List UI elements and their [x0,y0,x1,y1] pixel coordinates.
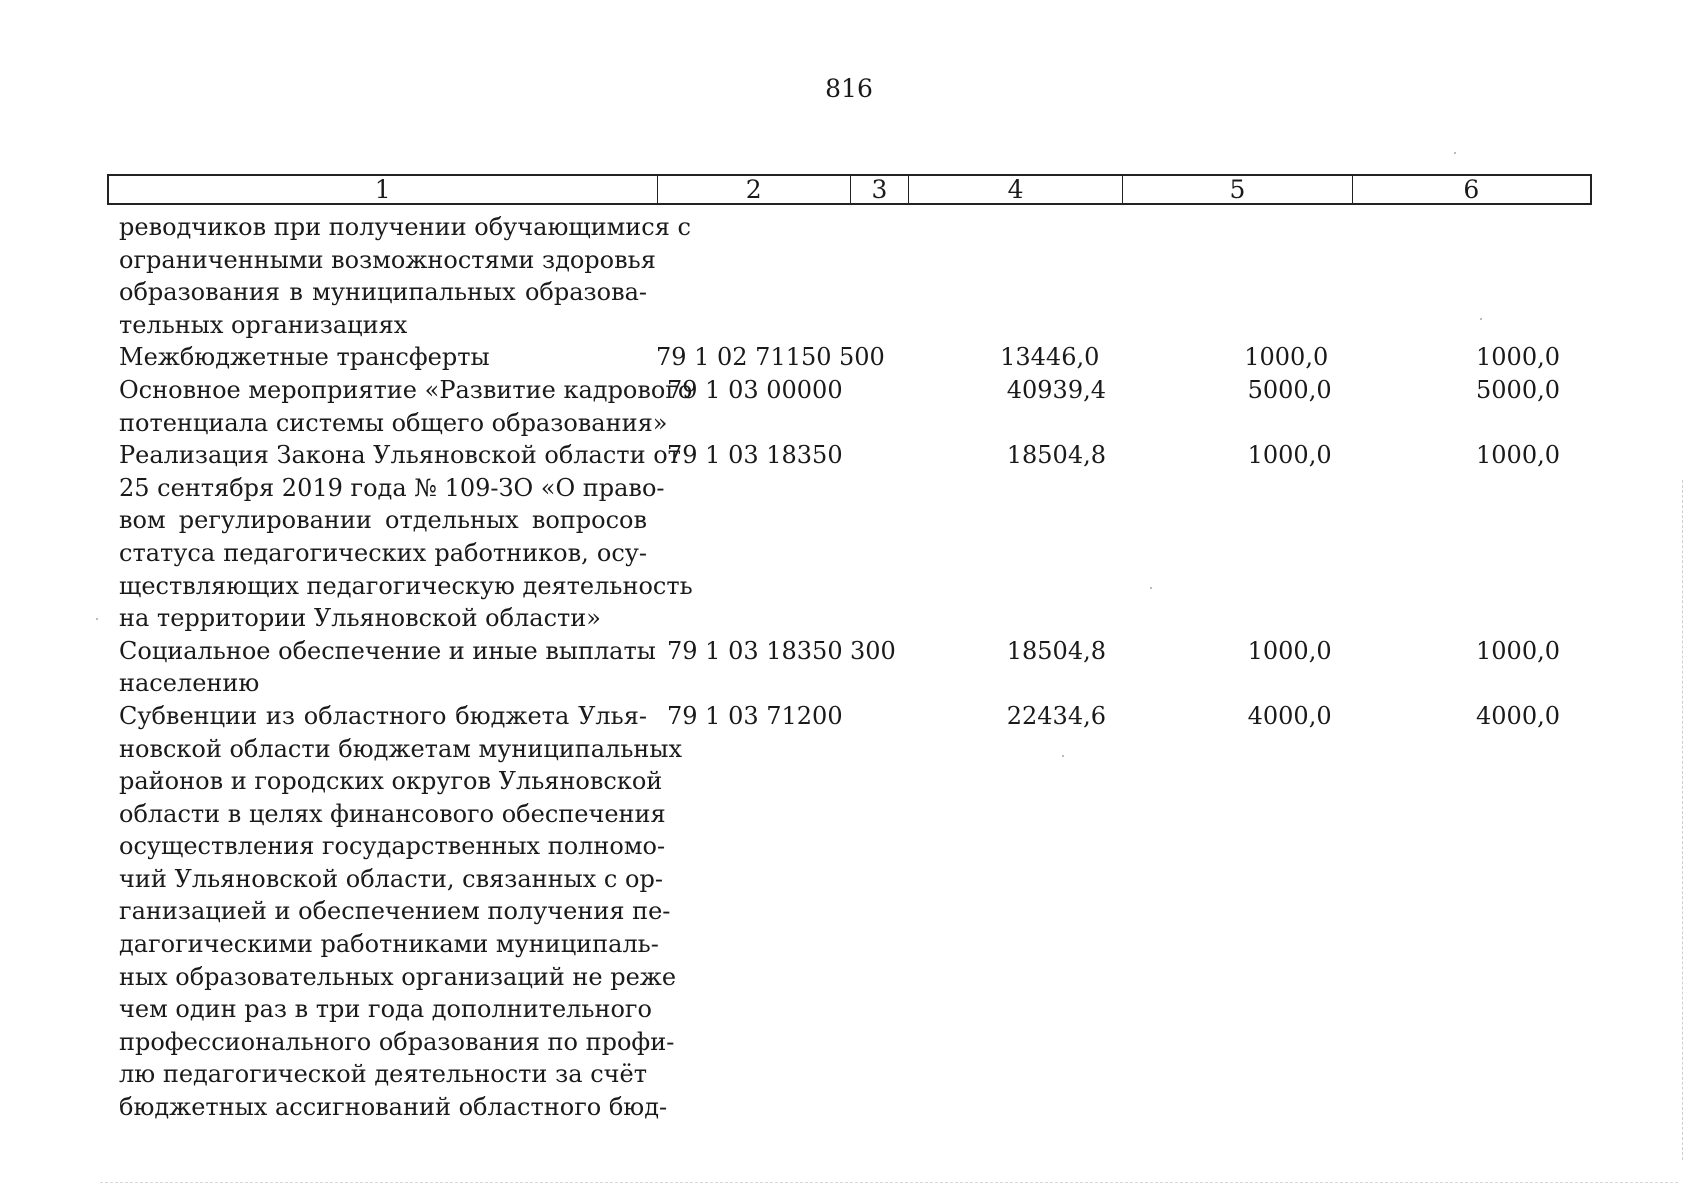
row-value-col5: 4000,0 [1247,701,1332,730]
row-name-line: образования в муниципальных образова- [119,278,647,307]
row-name-cell [107,211,691,341]
row-name-line: бюджетных ассигнований областного бюд- [119,1093,668,1122]
table-column-header-row [107,174,1592,205]
row-name-line: населению [119,669,260,698]
row-name-line: чем один раз в три года дополнительного [119,995,652,1024]
row-name-cell [107,635,656,700]
scan-speck [1062,755,1064,757]
row-name-line: 25 сентября 2019 года № 109-ЗО «О право- [119,473,665,502]
row-name-line: чий Ульяновской области, связанных с ор- [119,864,663,893]
row-value-col4: 40939,4 [1006,375,1106,404]
row-name-line: лю педагогической деятельности за счёт [119,1060,647,1089]
row-name-line: Основное мероприятие «Развитие кадрового [119,375,693,404]
row-value-col4: 18504,8 [1006,441,1106,470]
row-name-line: на территории Ульяновской области» [119,604,601,633]
row-name-line: профессионального образования по профи- [119,1027,675,1056]
row-name-line: статуса педагогических работников, осу- [119,538,647,567]
table-row [107,374,1592,439]
table-row [107,341,1592,374]
row-value-col5: 1000,0 [1244,343,1329,372]
row-name-line: Реализация Закона Ульяновской области от [119,441,681,470]
row-name-line: ных образовательных организаций не реже [119,962,677,991]
column-header-6: 6 [1463,175,1480,204]
table-body [107,211,1592,1124]
page-number: 816 [825,74,873,103]
row-name-line: ганизацией и обеспечением получения пе- [119,897,671,926]
scan-speck [96,618,98,620]
row-name-line: новской области бюджетам муниципальных [119,734,683,763]
row-name-cell [107,374,693,439]
row-type-cell: 300 [850,636,896,665]
row-name-line: дагогическими работниками муниципаль- [119,930,659,959]
row-name-cell [107,439,693,635]
row-value-col6: 1000,0 [1476,636,1560,665]
row-value-col5: 1000,0 [1247,441,1332,470]
row-value-col6: 1000,0 [1476,343,1560,372]
table-row [107,635,1592,700]
row-value-col6: 5000,0 [1476,375,1560,404]
column-header-2: 2 [658,176,851,203]
row-value-col4: 18504,8 [1006,636,1106,665]
row-value-col6: 4000,0 [1476,701,1560,730]
row-name-cell [107,341,636,374]
row-code-cell: 79 1 02 71150 [655,343,832,372]
table-row [107,439,1592,635]
row-name-line: Социальное обеспечение и иные выплаты [119,636,656,665]
column-header-5: 5 [1123,176,1352,203]
row-value-col5: 5000,0 [1247,375,1332,404]
row-name-line: районов и городских округов Ульяновской [119,767,663,796]
row-value-col5: 1000,0 [1247,636,1332,665]
row-name-line: Субвенции из областного бюджета Улья- [119,701,647,730]
row-code-cell: 79 1 03 18350 [667,441,843,470]
column-header-1: 1 [109,176,658,203]
row-name-line: осуществления государственных полномо- [119,832,666,861]
row-code-cell: 79 1 03 18350 [667,636,843,665]
scan-speck [1480,318,1482,320]
row-name-line: ограниченными возможностями здоровья [119,245,656,274]
row-name-line: вом регулировании отдельных вопросов [119,506,647,535]
table-row [107,211,1592,341]
row-name-line: реводчиков при получении обучающимися с [119,213,691,241]
column-header-3: 3 [851,176,909,203]
row-name-line: потенциала системы общего образования» [119,408,668,437]
row-value-col4: 13446,0 [1000,343,1100,372]
scan-speck [1150,587,1152,589]
scan-edge-right [1682,480,1684,1160]
row-name-line: области в целях финансового обеспечения [119,799,666,828]
row-value-col6: 1000,0 [1476,441,1560,470]
scan-edge-bottom [100,1182,1678,1184]
column-header-4: 4 [909,176,1123,203]
table-row [107,700,1592,1124]
row-value-col4: 22434,6 [1006,701,1106,730]
row-code-cell: 79 1 03 00000 [667,375,843,404]
scan-speck [1454,152,1456,154]
row-type-cell: 500 [838,343,885,372]
row-name-line: тельных организациях [119,310,408,339]
row-name-line: ществляющих педагогическую деятельность [119,571,693,600]
row-code-cell: 79 1 03 71200 [667,701,843,730]
row-name-cell [107,700,683,1124]
row-name-line: Межбюджетные трансферты [119,343,490,372]
